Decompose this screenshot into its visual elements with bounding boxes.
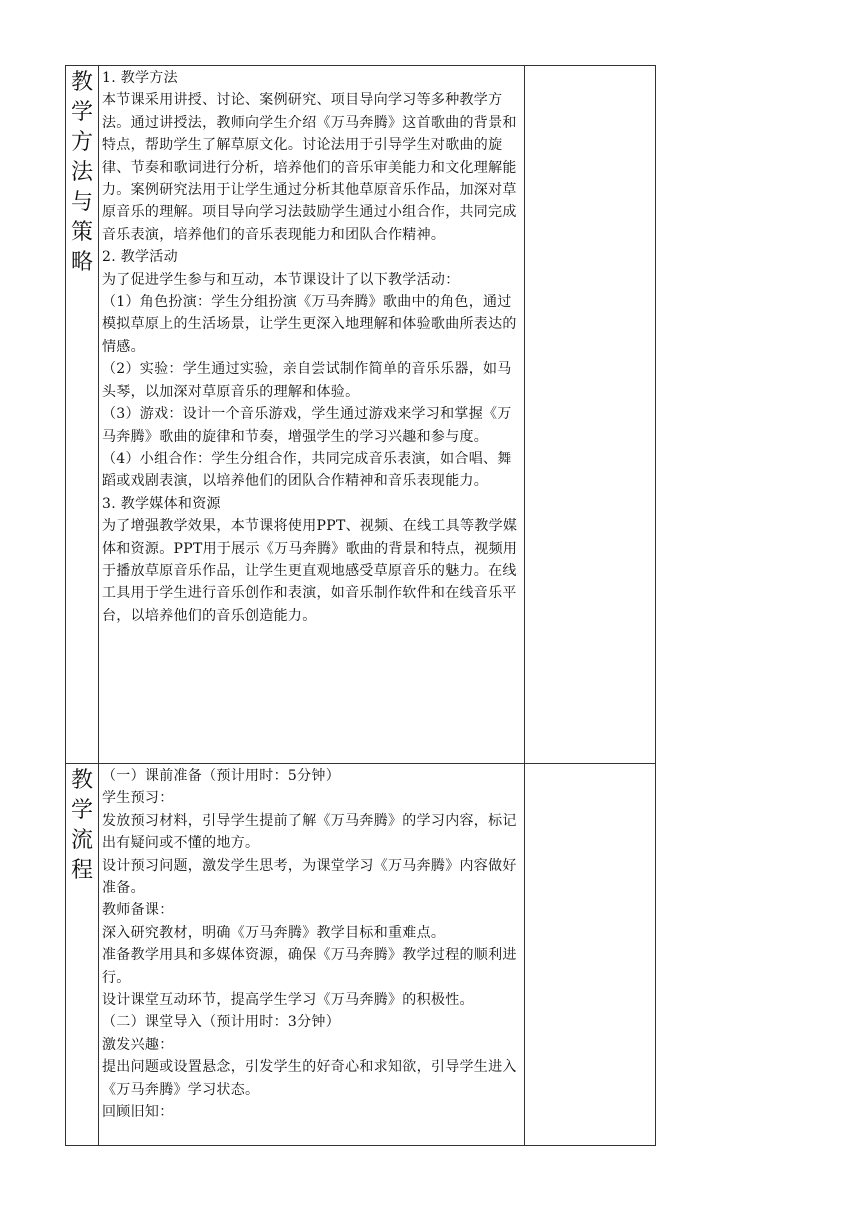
label-char: 与 [70,190,93,215]
paragraph: 深入研究教材，明确《万马奔腾》教学目标和重难点。 [102,924,446,941]
paragraph: （4）小组合作：学生分组合作，共同完成音乐表演，如合唱、舞蹈或戏剧表演，以培养他们的团队合作精神和音乐表现能力。 [102,450,512,490]
label-char: 学 [70,100,93,125]
paragraph: 激发兴趣： [102,1036,174,1053]
label-char: 教 [70,768,93,793]
label-char: 流 [70,828,93,853]
paragraph: 回顾旧知： [102,1104,174,1121]
row-blank-process [525,764,656,1146]
label-char: 策 [70,220,93,245]
paragraph: （1）角色扮演：学生分组扮演《万马奔腾》歌曲中的角色，通过模拟草原上的生活场景，让学生更深入地理解和体验歌曲所表达的情感。 [102,294,517,355]
paragraph: （2）实验：学生通过实验，亲自尝试制作简单的音乐乐器，如马头琴，以加深对草原音乐的理解和体验。 [102,361,512,400]
row-label-methods [66,66,99,764]
label-char: 法 [70,160,93,185]
table-row-methods [66,66,656,764]
label-char: 学 [70,798,93,823]
paragraph: （3）游戏：设计一个音乐游戏，学生通过游戏来学习和掌握《万马奔腾》歌曲的旋律和节奏，增强学生的学习兴趣和参与度。 [102,406,512,445]
paragraph: 本节课采用讲授、讨论、案例研究、项目导向学习等多种教学方法。通过讲授法，教师向学生介绍《万马奔腾》这首歌曲的背景和特点，帮助学生了解草原文化。讨论法用于引导学生对歌曲的旋律、节奏和歌词进行分析，培养他们的音乐审美能力和文化理解能力。案例研究法用于让学生通过分析其他草原音乐作品，加深对草原音乐的理解。项目导向学习法鼓励学生通过小组合作，共同完成音乐表演，培养他们的音乐表现能力和团队合作精神。 [102,92,517,243]
label-char: 程 [70,858,93,883]
paragraph: （二）课堂导入（预计用时：3分钟） [102,1014,341,1031]
paragraph: 设计预习问题，激发学生思考，为课堂学习《万马奔腾》内容做好准备。 [102,857,517,897]
row-content-methods [99,66,525,764]
paragraph: 发放预习材料，引导学生提前了解《万马奔腾》的学习内容，标记出有疑问或不懂的地方。 [102,812,517,852]
paragraph: 1. 教学方法 [102,70,178,86]
paragraph: 为了促进学生参与和互动，本节课设计了以下教学活动： [102,271,460,288]
paragraph: 提出问题或设置悬念，引发学生的好奇心和求知欲，引导学生进入《万马奔腾》学习状态。 [102,1059,517,1098]
paragraph: 2. 教学活动 [102,249,178,266]
paragraph: 准备教学用具和多媒体资源，确保《万马奔腾》教学过程的顺利进行。 [102,947,517,986]
table-row-process [66,764,656,1146]
paragraph: 为了增强教学效果，本节课将使用PPT、视频、在线工具等教学媒体和资源。PPT用于展示《万马奔腾》歌曲的背景和特点，视频用于播放草原音乐作品，让学生更直观地感受草原音乐的魅力。在线工具用于学生进行音乐创作和表演，如音乐制作软件和在线音乐平台，以培养他们的音乐创造能力。 [102,518,518,624]
label-char: 教 [70,70,93,95]
row-blank-methods [525,66,656,764]
label-char: 方 [70,130,93,155]
paragraph: 教师备课： [102,902,174,919]
row-content-process [99,764,525,1146]
row-label-process [66,764,99,1146]
paragraph: 学生预习： [102,790,174,807]
paragraph: 设计课堂互动环节，提高学生学习《万马奔腾》的积极性。 [102,992,474,1009]
paragraph: （一）课前准备（预计用时：5分钟） [102,768,341,784]
label-char: 略 [70,250,93,275]
lesson-plan-table [65,65,656,1146]
paragraph: 3. 教学媒体和资源 [102,495,221,512]
